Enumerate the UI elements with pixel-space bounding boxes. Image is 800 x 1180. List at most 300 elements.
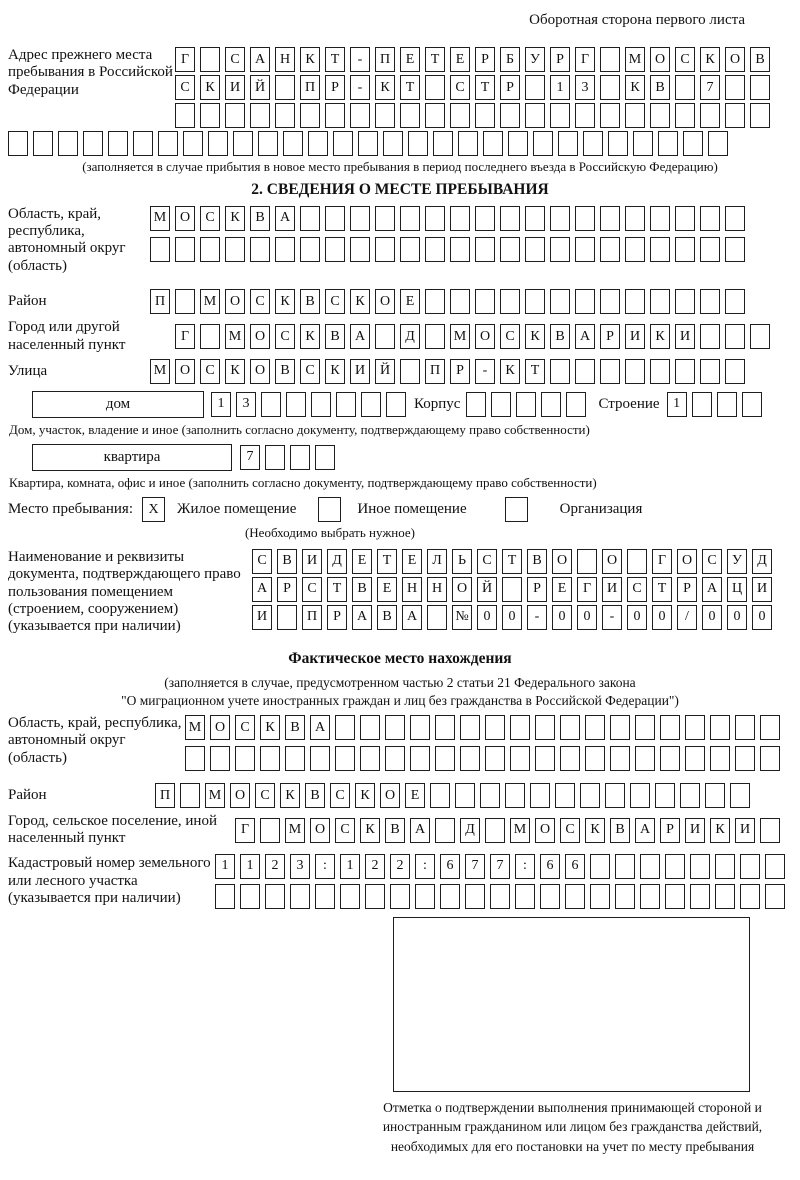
char-box[interactable] xyxy=(225,103,245,128)
char-box[interactable] xyxy=(175,237,195,262)
char-box[interactable]: Н xyxy=(402,577,422,602)
char-box[interactable] xyxy=(575,237,595,262)
char-box[interactable] xyxy=(425,237,445,262)
char-box[interactable]: И xyxy=(350,359,370,384)
char-box[interactable]: 3 xyxy=(290,854,310,879)
char-box[interactable]: У xyxy=(727,549,747,574)
char-box[interactable]: И xyxy=(752,577,772,602)
char-box[interactable] xyxy=(555,783,575,808)
stay-type-checkbox-other-premises[interactable] xyxy=(318,497,341,522)
char-box[interactable]: К xyxy=(585,818,605,843)
char-box[interactable] xyxy=(400,237,420,262)
char-box[interactable]: 6 xyxy=(565,854,585,879)
char-box[interactable]: О xyxy=(380,783,400,808)
char-box[interactable] xyxy=(541,392,561,417)
char-box[interactable] xyxy=(500,206,520,231)
char-box[interactable]: И xyxy=(675,324,695,349)
char-box[interactable]: 7 xyxy=(490,854,510,879)
char-box[interactable] xyxy=(710,746,730,771)
char-box[interactable]: - xyxy=(475,359,495,384)
char-box[interactable]: О xyxy=(375,289,395,314)
char-box[interactable]: : xyxy=(415,854,435,879)
char-box[interactable]: И xyxy=(625,324,645,349)
char-box[interactable]: С xyxy=(175,75,195,100)
char-box[interactable]: К xyxy=(360,818,380,843)
char-box[interactable]: Т xyxy=(502,549,522,574)
char-box[interactable] xyxy=(615,854,635,879)
char-box[interactable] xyxy=(290,445,310,470)
char-box[interactable]: К xyxy=(525,324,545,349)
char-box[interactable]: К xyxy=(350,289,370,314)
char-box[interactable] xyxy=(625,289,645,314)
char-box[interactable] xyxy=(735,746,755,771)
char-box[interactable]: О xyxy=(677,549,697,574)
char-box[interactable] xyxy=(260,746,280,771)
char-box[interactable]: Ь xyxy=(452,549,472,574)
char-box[interactable]: Р xyxy=(450,359,470,384)
char-box[interactable]: 0 xyxy=(577,605,597,630)
char-box[interactable]: И xyxy=(225,75,245,100)
char-box[interactable] xyxy=(275,103,295,128)
char-box[interactable]: П xyxy=(375,47,395,72)
char-box[interactable] xyxy=(485,746,505,771)
char-box[interactable]: С xyxy=(255,783,275,808)
char-box[interactable] xyxy=(410,715,430,740)
char-box[interactable]: - xyxy=(527,605,547,630)
char-box[interactable]: Г xyxy=(575,47,595,72)
char-box[interactable] xyxy=(760,715,780,740)
char-box[interactable] xyxy=(765,884,785,909)
char-box[interactable]: И xyxy=(302,549,322,574)
apartment-field-label-box[interactable]: квартира xyxy=(32,444,232,471)
char-box[interactable]: Т xyxy=(475,75,495,100)
char-box[interactable] xyxy=(261,392,281,417)
char-box[interactable]: Т xyxy=(525,359,545,384)
char-box[interactable] xyxy=(730,783,750,808)
char-box[interactable] xyxy=(660,715,680,740)
char-box[interactable]: А xyxy=(275,206,295,231)
char-box[interactable]: Р xyxy=(527,577,547,602)
char-box[interactable] xyxy=(615,884,635,909)
char-box[interactable]: В xyxy=(275,359,295,384)
char-box[interactable] xyxy=(765,854,785,879)
char-box[interactable]: М xyxy=(625,47,645,72)
char-box[interactable] xyxy=(285,746,305,771)
char-box[interactable]: С xyxy=(450,75,470,100)
stay-type-checkbox-residential[interactable]: X xyxy=(142,497,165,522)
char-box[interactable] xyxy=(580,783,600,808)
char-box[interactable] xyxy=(485,818,505,843)
char-box[interactable] xyxy=(425,324,445,349)
char-box[interactable] xyxy=(700,237,720,262)
char-box[interactable] xyxy=(610,746,630,771)
char-box[interactable]: В xyxy=(650,75,670,100)
char-box[interactable] xyxy=(435,818,455,843)
char-box[interactable] xyxy=(585,746,605,771)
char-box[interactable]: 0 xyxy=(652,605,672,630)
char-box[interactable] xyxy=(675,237,695,262)
char-box[interactable]: М xyxy=(225,324,245,349)
char-box[interactable] xyxy=(315,445,335,470)
char-box[interactable] xyxy=(500,237,520,262)
char-box[interactable]: К xyxy=(260,715,280,740)
char-box[interactable] xyxy=(525,75,545,100)
char-box[interactable] xyxy=(700,103,720,128)
char-box[interactable] xyxy=(465,884,485,909)
char-box[interactable] xyxy=(310,746,330,771)
char-box[interactable] xyxy=(530,783,550,808)
char-box[interactable]: М xyxy=(450,324,470,349)
char-box[interactable] xyxy=(525,103,545,128)
char-box[interactable] xyxy=(675,289,695,314)
char-box[interactable] xyxy=(433,131,453,156)
char-box[interactable] xyxy=(375,103,395,128)
char-box[interactable] xyxy=(550,359,570,384)
char-box[interactable]: Е xyxy=(402,549,422,574)
char-box[interactable]: Г xyxy=(652,549,672,574)
char-box[interactable]: О xyxy=(250,324,270,349)
char-box[interactable]: 1 xyxy=(550,75,570,100)
char-box[interactable] xyxy=(375,324,395,349)
char-box[interactable] xyxy=(650,206,670,231)
char-box[interactable] xyxy=(725,237,745,262)
char-box[interactable] xyxy=(665,854,685,879)
char-box[interactable] xyxy=(383,131,403,156)
char-box[interactable] xyxy=(665,884,685,909)
char-box[interactable]: О xyxy=(230,783,250,808)
char-box[interactable]: Ц xyxy=(727,577,747,602)
char-box[interactable] xyxy=(275,237,295,262)
char-box[interactable] xyxy=(475,289,495,314)
char-box[interactable]: А xyxy=(702,577,722,602)
char-box[interactable]: С xyxy=(330,783,350,808)
char-box[interactable]: К xyxy=(280,783,300,808)
char-box[interactable]: К xyxy=(650,324,670,349)
char-box[interactable]: Д xyxy=(327,549,347,574)
char-box[interactable] xyxy=(630,783,650,808)
char-box[interactable] xyxy=(725,75,745,100)
char-box[interactable] xyxy=(275,75,295,100)
char-box[interactable]: 1 xyxy=(240,854,260,879)
char-box[interactable] xyxy=(585,715,605,740)
char-box[interactable]: К xyxy=(500,359,520,384)
char-box[interactable] xyxy=(435,715,455,740)
char-box[interactable] xyxy=(325,206,345,231)
char-box[interactable] xyxy=(742,392,762,417)
char-box[interactable] xyxy=(430,783,450,808)
char-box[interactable]: / xyxy=(677,605,697,630)
char-box[interactable] xyxy=(200,103,220,128)
char-box[interactable]: К xyxy=(700,47,720,72)
char-box[interactable]: Р xyxy=(660,818,680,843)
char-box[interactable] xyxy=(8,131,28,156)
char-box[interactable] xyxy=(210,746,230,771)
char-box[interactable] xyxy=(350,103,370,128)
char-box[interactable] xyxy=(450,206,470,231)
char-box[interactable]: 0 xyxy=(502,605,522,630)
char-box[interactable] xyxy=(685,746,705,771)
char-box[interactable]: В xyxy=(305,783,325,808)
char-box[interactable] xyxy=(500,103,520,128)
char-box[interactable] xyxy=(475,103,495,128)
char-box[interactable]: : xyxy=(515,854,535,879)
char-box[interactable] xyxy=(300,103,320,128)
char-box[interactable]: 2 xyxy=(265,854,285,879)
char-box[interactable] xyxy=(700,324,720,349)
char-box[interactable] xyxy=(625,206,645,231)
char-box[interactable]: С xyxy=(500,324,520,349)
char-box[interactable] xyxy=(760,818,780,843)
char-box[interactable]: К xyxy=(300,47,320,72)
char-box[interactable]: С xyxy=(335,818,355,843)
char-box[interactable] xyxy=(233,131,253,156)
char-box[interactable]: Г xyxy=(235,818,255,843)
char-box[interactable] xyxy=(235,746,255,771)
char-box[interactable] xyxy=(510,746,530,771)
char-box[interactable] xyxy=(360,715,380,740)
char-box[interactable] xyxy=(335,715,355,740)
char-box[interactable] xyxy=(625,237,645,262)
char-box[interactable] xyxy=(350,206,370,231)
char-box[interactable] xyxy=(475,237,495,262)
char-box[interactable]: К xyxy=(375,75,395,100)
char-box[interactable] xyxy=(750,324,770,349)
char-box[interactable] xyxy=(225,237,245,262)
char-box[interactable] xyxy=(600,75,620,100)
char-box[interactable] xyxy=(458,131,478,156)
char-box[interactable]: О xyxy=(175,206,195,231)
char-box[interactable] xyxy=(655,783,675,808)
char-box[interactable] xyxy=(710,715,730,740)
char-box[interactable]: Й xyxy=(477,577,497,602)
char-box[interactable] xyxy=(300,206,320,231)
char-box[interactable]: 0 xyxy=(477,605,497,630)
char-box[interactable]: А xyxy=(350,324,370,349)
char-box[interactable]: Р xyxy=(500,75,520,100)
char-box[interactable] xyxy=(658,131,678,156)
char-box[interactable] xyxy=(708,131,728,156)
char-box[interactable]: Й xyxy=(250,75,270,100)
char-box[interactable] xyxy=(33,131,53,156)
char-box[interactable] xyxy=(425,206,445,231)
char-box[interactable] xyxy=(525,237,545,262)
char-box[interactable]: В xyxy=(325,324,345,349)
house-field-label-box[interactable]: дом xyxy=(32,391,204,418)
char-box[interactable]: : xyxy=(315,854,335,879)
char-box[interactable] xyxy=(400,359,420,384)
char-box[interactable] xyxy=(333,131,353,156)
char-box[interactable]: В xyxy=(277,549,297,574)
char-box[interactable] xyxy=(283,131,303,156)
char-box[interactable] xyxy=(200,237,220,262)
char-box[interactable]: Е xyxy=(405,783,425,808)
char-box[interactable] xyxy=(725,324,745,349)
char-box[interactable]: О xyxy=(452,577,472,602)
char-box[interactable]: Н xyxy=(427,577,447,602)
char-box[interactable] xyxy=(675,359,695,384)
char-box[interactable]: А xyxy=(250,47,270,72)
char-box[interactable] xyxy=(491,392,511,417)
char-box[interactable] xyxy=(133,131,153,156)
char-box[interactable] xyxy=(608,131,628,156)
char-box[interactable] xyxy=(250,103,270,128)
char-box[interactable] xyxy=(535,746,555,771)
char-box[interactable]: П xyxy=(300,75,320,100)
char-box[interactable] xyxy=(525,289,545,314)
char-box[interactable] xyxy=(600,206,620,231)
char-box[interactable]: И xyxy=(252,605,272,630)
char-box[interactable]: - xyxy=(350,47,370,72)
char-box[interactable]: В xyxy=(385,818,405,843)
char-box[interactable]: Д xyxy=(400,324,420,349)
char-box[interactable]: К xyxy=(225,359,245,384)
char-box[interactable] xyxy=(200,47,220,72)
char-box[interactable] xyxy=(750,75,770,100)
char-box[interactable] xyxy=(560,746,580,771)
char-box[interactable] xyxy=(277,605,297,630)
char-box[interactable]: В xyxy=(285,715,305,740)
char-box[interactable]: П xyxy=(425,359,445,384)
char-box[interactable]: С xyxy=(250,289,270,314)
char-box[interactable] xyxy=(311,392,331,417)
char-box[interactable]: С xyxy=(235,715,255,740)
char-box[interactable]: С xyxy=(275,324,295,349)
char-box[interactable]: В xyxy=(750,47,770,72)
char-box[interactable]: М xyxy=(150,206,170,231)
char-box[interactable] xyxy=(550,206,570,231)
char-box[interactable] xyxy=(240,884,260,909)
char-box[interactable]: Н xyxy=(275,47,295,72)
char-box[interactable] xyxy=(290,884,310,909)
char-box[interactable] xyxy=(760,746,780,771)
char-box[interactable]: Г xyxy=(175,324,195,349)
char-box[interactable]: В xyxy=(610,818,630,843)
char-box[interactable] xyxy=(385,746,405,771)
char-box[interactable]: Д xyxy=(752,549,772,574)
char-box[interactable]: 0 xyxy=(702,605,722,630)
char-box[interactable]: В xyxy=(250,206,270,231)
char-box[interactable] xyxy=(365,884,385,909)
char-box[interactable]: С xyxy=(675,47,695,72)
char-box[interactable] xyxy=(683,131,703,156)
char-box[interactable]: Р xyxy=(677,577,697,602)
char-box[interactable] xyxy=(600,237,620,262)
char-box[interactable] xyxy=(258,131,278,156)
char-box[interactable] xyxy=(525,206,545,231)
char-box[interactable]: А xyxy=(410,818,430,843)
char-box[interactable] xyxy=(740,884,760,909)
char-box[interactable] xyxy=(550,237,570,262)
char-box[interactable]: М xyxy=(150,359,170,384)
char-box[interactable] xyxy=(427,605,447,630)
char-box[interactable] xyxy=(627,549,647,574)
char-box[interactable] xyxy=(675,206,695,231)
char-box[interactable] xyxy=(725,206,745,231)
char-box[interactable] xyxy=(483,131,503,156)
char-box[interactable] xyxy=(675,75,695,100)
char-box[interactable] xyxy=(600,289,620,314)
char-box[interactable]: Г xyxy=(175,47,195,72)
char-box[interactable]: В xyxy=(352,577,372,602)
char-box[interactable] xyxy=(516,392,536,417)
char-box[interactable] xyxy=(725,359,745,384)
char-box[interactable] xyxy=(550,289,570,314)
char-box[interactable]: 0 xyxy=(627,605,647,630)
char-box[interactable] xyxy=(450,237,470,262)
char-box[interactable] xyxy=(466,392,486,417)
char-box[interactable]: К xyxy=(625,75,645,100)
char-box[interactable] xyxy=(485,715,505,740)
char-box[interactable] xyxy=(558,131,578,156)
char-box[interactable] xyxy=(700,206,720,231)
char-box[interactable] xyxy=(680,783,700,808)
char-box[interactable] xyxy=(575,206,595,231)
char-box[interactable]: Т xyxy=(425,47,445,72)
char-box[interactable]: О xyxy=(535,818,555,843)
char-box[interactable]: К xyxy=(300,324,320,349)
char-box[interactable]: Е xyxy=(552,577,572,602)
char-box[interactable]: М xyxy=(205,783,225,808)
char-box[interactable] xyxy=(58,131,78,156)
char-box[interactable]: Д xyxy=(460,818,480,843)
char-box[interactable] xyxy=(180,783,200,808)
char-box[interactable] xyxy=(150,237,170,262)
char-box[interactable] xyxy=(83,131,103,156)
char-box[interactable]: 2 xyxy=(365,854,385,879)
char-box[interactable]: С xyxy=(477,549,497,574)
char-box[interactable]: К xyxy=(225,206,245,231)
char-box[interactable]: Р xyxy=(600,324,620,349)
char-box[interactable]: А xyxy=(352,605,372,630)
char-box[interactable] xyxy=(460,746,480,771)
char-box[interactable] xyxy=(625,103,645,128)
char-box[interactable]: А xyxy=(635,818,655,843)
char-box[interactable] xyxy=(675,103,695,128)
char-box[interactable] xyxy=(610,715,630,740)
char-box[interactable] xyxy=(455,783,475,808)
char-box[interactable]: С xyxy=(627,577,647,602)
char-box[interactable]: Р xyxy=(475,47,495,72)
char-box[interactable]: 3 xyxy=(236,392,256,417)
char-box[interactable] xyxy=(361,392,381,417)
char-box[interactable] xyxy=(510,715,530,740)
char-box[interactable] xyxy=(185,746,205,771)
char-box[interactable] xyxy=(175,289,195,314)
char-box[interactable] xyxy=(265,884,285,909)
char-box[interactable] xyxy=(660,746,680,771)
char-box[interactable] xyxy=(386,392,406,417)
char-box[interactable]: 0 xyxy=(727,605,747,630)
char-box[interactable] xyxy=(215,884,235,909)
char-box[interactable] xyxy=(705,783,725,808)
char-box[interactable] xyxy=(183,131,203,156)
char-box[interactable]: - xyxy=(350,75,370,100)
char-box[interactable]: И xyxy=(735,818,755,843)
char-box[interactable] xyxy=(650,237,670,262)
char-box[interactable]: 3 xyxy=(575,75,595,100)
char-box[interactable] xyxy=(565,884,585,909)
char-box[interactable]: Т xyxy=(400,75,420,100)
char-box[interactable]: К xyxy=(275,289,295,314)
char-box[interactable]: Р xyxy=(277,577,297,602)
char-box[interactable]: С xyxy=(300,359,320,384)
char-box[interactable]: В xyxy=(377,605,397,630)
char-box[interactable] xyxy=(575,103,595,128)
char-box[interactable]: Й xyxy=(375,359,395,384)
char-box[interactable] xyxy=(415,884,435,909)
char-box[interactable]: М xyxy=(285,818,305,843)
char-box[interactable] xyxy=(640,854,660,879)
